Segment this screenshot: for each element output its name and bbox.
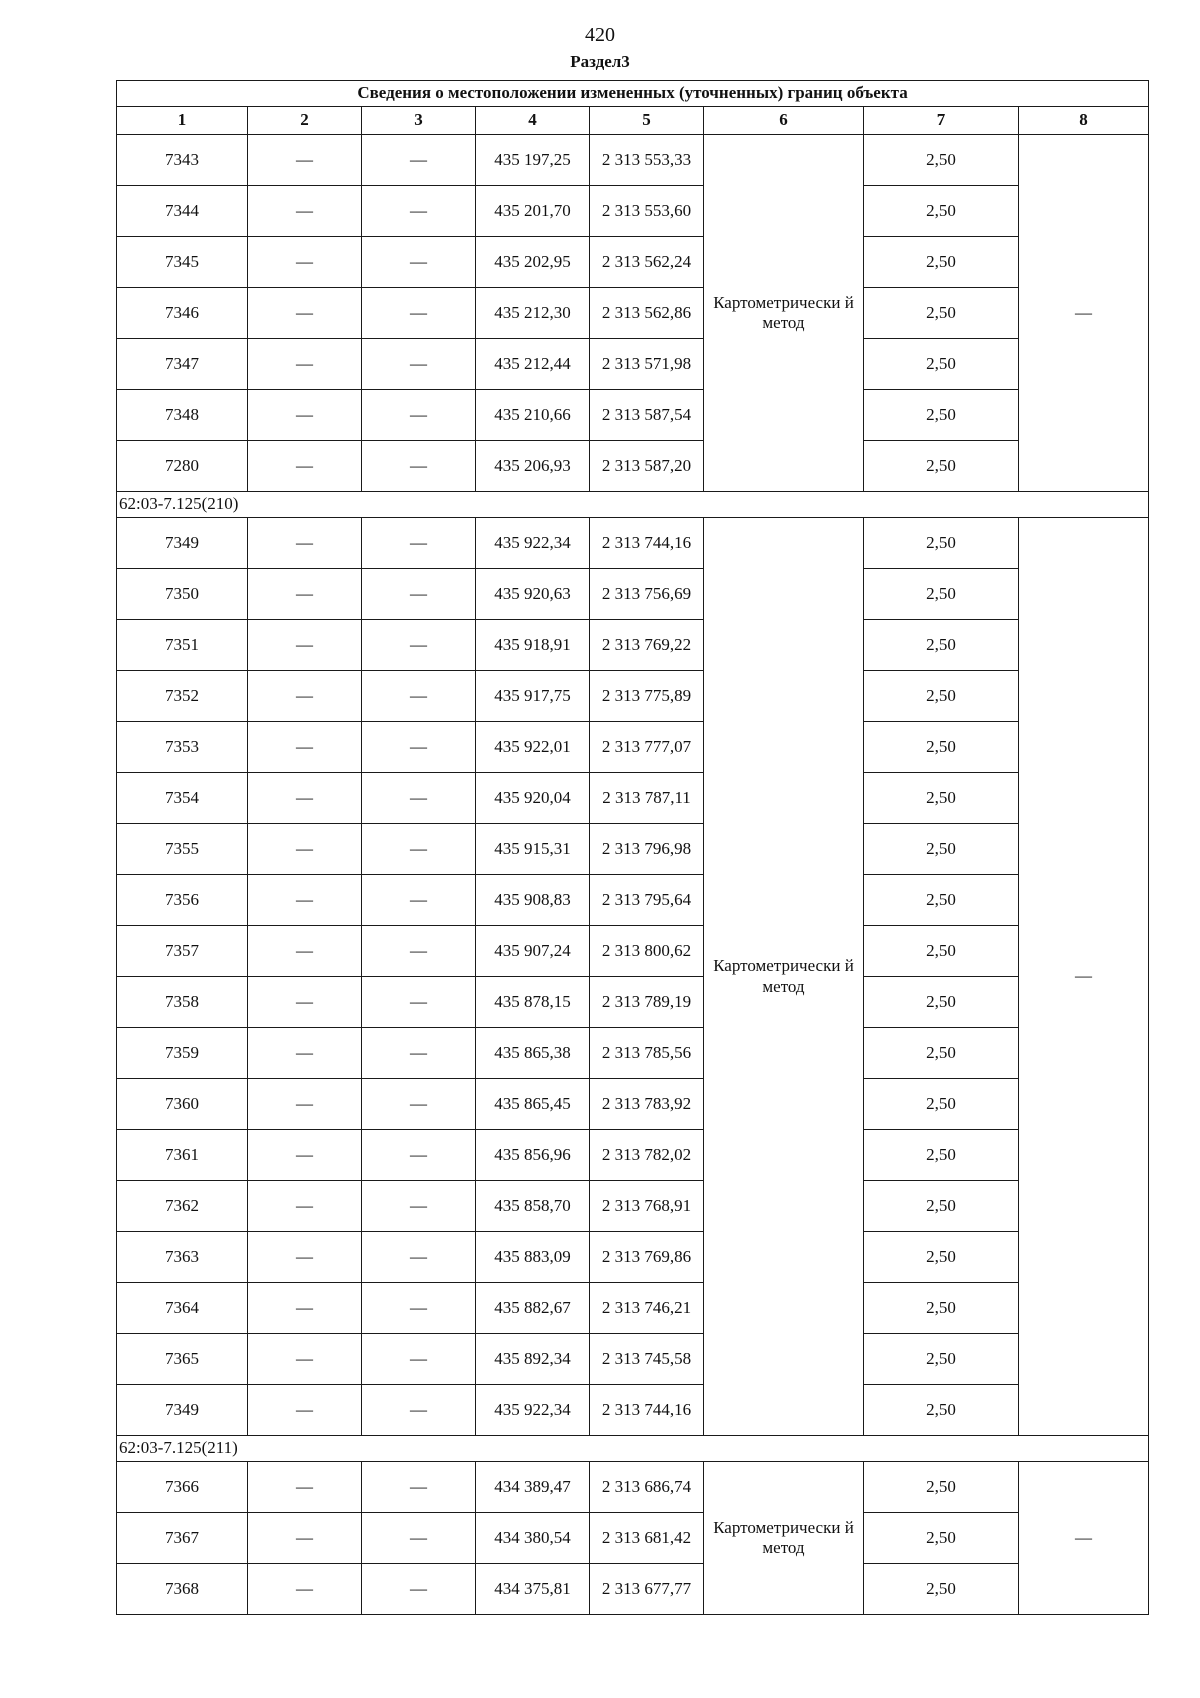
coordinate-y: 2 313 782,02 bbox=[590, 1130, 704, 1181]
column-3-value: — bbox=[362, 1028, 476, 1079]
column-3-value: — bbox=[362, 824, 476, 875]
coordinate-y: 2 313 553,60 bbox=[590, 186, 704, 237]
column-3-value: — bbox=[362, 773, 476, 824]
accuracy-value: 2,50 bbox=[864, 1283, 1019, 1334]
method-cell: Картометрически й метод bbox=[704, 1462, 864, 1615]
column-header: 1 bbox=[117, 107, 248, 135]
coordinate-x: 435 915,31 bbox=[476, 824, 590, 875]
point-number: 7354 bbox=[117, 773, 248, 824]
table-row bbox=[117, 824, 1149, 875]
table-row bbox=[117, 1181, 1149, 1232]
point-number: 7348 bbox=[117, 390, 248, 441]
coordinate-x: 435 197,25 bbox=[476, 135, 590, 186]
column-3-value: — bbox=[362, 926, 476, 977]
table-row bbox=[117, 1079, 1149, 1130]
coordinate-x: 435 918,91 bbox=[476, 620, 590, 671]
coordinate-x: 435 210,66 bbox=[476, 390, 590, 441]
point-number: 7346 bbox=[117, 288, 248, 339]
table-row bbox=[117, 390, 1149, 441]
method-cell: Картометрически й метод bbox=[704, 135, 864, 492]
point-number: 7351 bbox=[117, 620, 248, 671]
coordinate-x: 434 389,47 bbox=[476, 1462, 590, 1513]
column-3-value: — bbox=[362, 977, 476, 1028]
accuracy-value: 2,50 bbox=[864, 722, 1019, 773]
column-2-value: — bbox=[248, 722, 362, 773]
table-row bbox=[117, 1462, 1149, 1513]
coordinate-y: 2 313 783,92 bbox=[590, 1079, 704, 1130]
table-row bbox=[117, 186, 1149, 237]
coordinate-x: 435 922,34 bbox=[476, 1385, 590, 1436]
point-number: 7349 bbox=[117, 518, 248, 569]
coordinate-y: 2 313 587,54 bbox=[590, 390, 704, 441]
accuracy-value: 2,50 bbox=[864, 1564, 1019, 1615]
coordinate-y: 2 313 800,62 bbox=[590, 926, 704, 977]
table-row bbox=[117, 926, 1149, 977]
column-2-value: — bbox=[248, 1079, 362, 1130]
accuracy-value: 2,50 bbox=[864, 1385, 1019, 1436]
column-3-value: — bbox=[362, 135, 476, 186]
accuracy-value: 2,50 bbox=[864, 518, 1019, 569]
coordinate-x: 435 883,09 bbox=[476, 1232, 590, 1283]
coordinate-x: 435 892,34 bbox=[476, 1334, 590, 1385]
column-3-value: — bbox=[362, 1564, 476, 1615]
group-label-row bbox=[117, 492, 1149, 518]
point-number: 7364 bbox=[117, 1283, 248, 1334]
point-number: 7366 bbox=[117, 1462, 248, 1513]
accuracy-value: 2,50 bbox=[864, 926, 1019, 977]
point-number: 7362 bbox=[117, 1181, 248, 1232]
method-cell: Картометрически й метод bbox=[704, 518, 864, 1436]
point-number: 7343 bbox=[117, 135, 248, 186]
column-3-value: — bbox=[362, 1283, 476, 1334]
table-row bbox=[117, 1564, 1149, 1615]
column-2-value: — bbox=[248, 135, 362, 186]
point-number: 7352 bbox=[117, 671, 248, 722]
table-row bbox=[117, 671, 1149, 722]
table-row bbox=[117, 441, 1149, 492]
column-3-value: — bbox=[362, 518, 476, 569]
column-header: 7 bbox=[864, 107, 1019, 135]
column-2-value: — bbox=[248, 671, 362, 722]
column-8-value: — bbox=[1019, 1462, 1149, 1615]
table-row bbox=[117, 620, 1149, 671]
column-2-value: — bbox=[248, 773, 362, 824]
column-3-value: — bbox=[362, 1334, 476, 1385]
accuracy-value: 2,50 bbox=[864, 977, 1019, 1028]
accuracy-value: 2,50 bbox=[864, 773, 1019, 824]
column-header: 5 bbox=[590, 107, 704, 135]
column-2-value: — bbox=[248, 390, 362, 441]
table-row bbox=[117, 977, 1149, 1028]
coordinate-x: 435 865,38 bbox=[476, 1028, 590, 1079]
coordinate-x: 435 920,04 bbox=[476, 773, 590, 824]
point-number: 7345 bbox=[117, 237, 248, 288]
accuracy-value: 2,50 bbox=[864, 824, 1019, 875]
page-number: 420 bbox=[585, 24, 615, 46]
group-label: 62:03-7.125(211) bbox=[117, 1436, 1149, 1462]
table-caption-row bbox=[117, 81, 1149, 107]
accuracy-value: 2,50 bbox=[864, 135, 1019, 186]
point-number: 7368 bbox=[117, 1564, 248, 1615]
table-row bbox=[117, 773, 1149, 824]
column-2-value: — bbox=[248, 620, 362, 671]
column-2-value: — bbox=[248, 237, 362, 288]
column-3-value: — bbox=[362, 186, 476, 237]
column-3-value: — bbox=[362, 441, 476, 492]
coordinate-x: 435 922,34 bbox=[476, 518, 590, 569]
point-number: 7360 bbox=[117, 1079, 248, 1130]
table-row bbox=[117, 1513, 1149, 1564]
column-2-value: — bbox=[248, 977, 362, 1028]
coordinate-y: 2 313 587,20 bbox=[590, 441, 704, 492]
point-number: 7347 bbox=[117, 339, 248, 390]
column-2-value: — bbox=[248, 1334, 362, 1385]
column-2-value: — bbox=[248, 1385, 362, 1436]
column-2-value: — bbox=[248, 1462, 362, 1513]
coordinate-y: 2 313 756,69 bbox=[590, 569, 704, 620]
table-row bbox=[117, 135, 1149, 186]
column-3-value: — bbox=[362, 620, 476, 671]
column-2-value: — bbox=[248, 824, 362, 875]
column-3-value: — bbox=[362, 569, 476, 620]
accuracy-value: 2,50 bbox=[864, 237, 1019, 288]
coordinates-table bbox=[116, 80, 1149, 1615]
table-caption: Сведения о местоположении измененных (уточненных) границ объекта bbox=[117, 81, 1149, 107]
coordinate-y: 2 313 777,07 bbox=[590, 722, 704, 773]
coordinate-x: 435 202,95 bbox=[476, 237, 590, 288]
table-row bbox=[117, 1334, 1149, 1385]
column-2-value: — bbox=[248, 518, 362, 569]
column-8-value: — bbox=[1019, 135, 1149, 492]
table-row bbox=[117, 569, 1149, 620]
accuracy-value: 2,50 bbox=[864, 1079, 1019, 1130]
column-3-value: — bbox=[362, 1232, 476, 1283]
column-3-value: — bbox=[362, 1130, 476, 1181]
column-3-value: — bbox=[362, 722, 476, 773]
coordinate-x: 435 908,83 bbox=[476, 875, 590, 926]
column-3-value: — bbox=[362, 671, 476, 722]
coordinate-y: 2 313 769,86 bbox=[590, 1232, 704, 1283]
column-3-value: — bbox=[362, 1181, 476, 1232]
coordinate-y: 2 313 795,64 bbox=[590, 875, 704, 926]
column-3-value: — bbox=[362, 875, 476, 926]
coordinate-x: 435 206,93 bbox=[476, 441, 590, 492]
accuracy-value: 2,50 bbox=[864, 339, 1019, 390]
point-number: 7280 bbox=[117, 441, 248, 492]
point-number: 7361 bbox=[117, 1130, 248, 1181]
coordinate-y: 2 313 744,16 bbox=[590, 1385, 704, 1436]
table-row bbox=[117, 1232, 1149, 1283]
coordinate-x: 435 922,01 bbox=[476, 722, 590, 773]
coordinate-x: 435 856,96 bbox=[476, 1130, 590, 1181]
coordinate-y: 2 313 681,42 bbox=[590, 1513, 704, 1564]
coordinate-y: 2 313 796,98 bbox=[590, 824, 704, 875]
column-2-value: — bbox=[248, 1181, 362, 1232]
accuracy-value: 2,50 bbox=[864, 875, 1019, 926]
coordinate-y: 2 313 562,86 bbox=[590, 288, 704, 339]
coordinate-y: 2 313 571,98 bbox=[590, 339, 704, 390]
column-2-value: — bbox=[248, 569, 362, 620]
coordinate-x: 435 212,44 bbox=[476, 339, 590, 390]
point-number: 7349 bbox=[117, 1385, 248, 1436]
point-number: 7357 bbox=[117, 926, 248, 977]
coordinate-y: 2 313 677,77 bbox=[590, 1564, 704, 1615]
column-2-value: — bbox=[248, 1028, 362, 1079]
column-header: 8 bbox=[1019, 107, 1149, 135]
point-number: 7344 bbox=[117, 186, 248, 237]
accuracy-value: 2,50 bbox=[864, 186, 1019, 237]
column-3-value: — bbox=[362, 1079, 476, 1130]
point-number: 7363 bbox=[117, 1232, 248, 1283]
coordinate-y: 2 313 775,89 bbox=[590, 671, 704, 722]
coordinate-x: 434 375,81 bbox=[476, 1564, 590, 1615]
point-number: 7356 bbox=[117, 875, 248, 926]
table-row bbox=[117, 1385, 1149, 1436]
accuracy-value: 2,50 bbox=[864, 1028, 1019, 1079]
column-3-value: — bbox=[362, 390, 476, 441]
coordinate-y: 2 313 553,33 bbox=[590, 135, 704, 186]
table-body bbox=[117, 81, 1149, 1615]
column-2-value: — bbox=[248, 1283, 362, 1334]
point-number: 7350 bbox=[117, 569, 248, 620]
accuracy-value: 2,50 bbox=[864, 390, 1019, 441]
point-number: 7358 bbox=[117, 977, 248, 1028]
coordinate-x: 435 878,15 bbox=[476, 977, 590, 1028]
coordinate-y: 2 313 785,56 bbox=[590, 1028, 704, 1079]
accuracy-value: 2,50 bbox=[864, 1462, 1019, 1513]
coordinate-x: 435 882,67 bbox=[476, 1283, 590, 1334]
column-2-value: — bbox=[248, 441, 362, 492]
coordinate-x: 435 920,63 bbox=[476, 569, 590, 620]
coordinate-y: 2 313 789,19 bbox=[590, 977, 704, 1028]
point-number: 7353 bbox=[117, 722, 248, 773]
coordinate-y: 2 313 744,16 bbox=[590, 518, 704, 569]
group-label-row bbox=[117, 1436, 1149, 1462]
coordinate-y: 2 313 686,74 bbox=[590, 1462, 704, 1513]
accuracy-value: 2,50 bbox=[864, 1181, 1019, 1232]
coordinate-y: 2 313 768,91 bbox=[590, 1181, 704, 1232]
accuracy-value: 2,50 bbox=[864, 1130, 1019, 1181]
column-header: 3 bbox=[362, 107, 476, 135]
group-label: 62:03-7.125(210) bbox=[117, 492, 1149, 518]
coordinate-x: 434 380,54 bbox=[476, 1513, 590, 1564]
coordinate-y: 2 313 745,58 bbox=[590, 1334, 704, 1385]
column-3-value: — bbox=[362, 339, 476, 390]
column-2-value: — bbox=[248, 926, 362, 977]
accuracy-value: 2,50 bbox=[864, 620, 1019, 671]
table-row bbox=[117, 1283, 1149, 1334]
column-2-value: — bbox=[248, 875, 362, 926]
coordinate-y: 2 313 769,22 bbox=[590, 620, 704, 671]
table-row bbox=[117, 288, 1149, 339]
coordinate-y: 2 313 562,24 bbox=[590, 237, 704, 288]
table-row bbox=[117, 237, 1149, 288]
column-8-value: — bbox=[1019, 518, 1149, 1436]
accuracy-value: 2,50 bbox=[864, 1232, 1019, 1283]
column-3-value: — bbox=[362, 1385, 476, 1436]
table-row bbox=[117, 722, 1149, 773]
point-number: 7365 bbox=[117, 1334, 248, 1385]
table-row bbox=[117, 1130, 1149, 1181]
coordinate-x: 435 212,30 bbox=[476, 288, 590, 339]
column-header: 4 bbox=[476, 107, 590, 135]
coordinate-x: 435 917,75 bbox=[476, 671, 590, 722]
column-3-value: — bbox=[362, 288, 476, 339]
accuracy-value: 2,50 bbox=[864, 569, 1019, 620]
table-row bbox=[117, 518, 1149, 569]
table-row bbox=[117, 339, 1149, 390]
accuracy-value: 2,50 bbox=[864, 671, 1019, 722]
column-header-row bbox=[117, 107, 1149, 135]
accuracy-value: 2,50 bbox=[864, 288, 1019, 339]
coordinate-x: 435 201,70 bbox=[476, 186, 590, 237]
coordinate-x: 435 865,45 bbox=[476, 1079, 590, 1130]
coordinate-y: 2 313 746,21 bbox=[590, 1283, 704, 1334]
table-row bbox=[117, 875, 1149, 926]
coordinate-x: 435 858,70 bbox=[476, 1181, 590, 1232]
column-2-value: — bbox=[248, 1564, 362, 1615]
section-title: Раздел3 bbox=[570, 52, 630, 71]
column-3-value: — bbox=[362, 1513, 476, 1564]
accuracy-value: 2,50 bbox=[864, 1334, 1019, 1385]
coordinate-y: 2 313 787,11 bbox=[590, 773, 704, 824]
accuracy-value: 2,50 bbox=[864, 441, 1019, 492]
point-number: 7359 bbox=[117, 1028, 248, 1079]
column-header: 6 bbox=[704, 107, 864, 135]
column-2-value: — bbox=[248, 1513, 362, 1564]
point-number: 7355 bbox=[117, 824, 248, 875]
column-2-value: — bbox=[248, 1232, 362, 1283]
point-number: 7367 bbox=[117, 1513, 248, 1564]
column-2-value: — bbox=[248, 339, 362, 390]
table-row bbox=[117, 1028, 1149, 1079]
column-2-value: — bbox=[248, 1130, 362, 1181]
coordinate-x: 435 907,24 bbox=[476, 926, 590, 977]
accuracy-value: 2,50 bbox=[864, 1513, 1019, 1564]
column-3-value: — bbox=[362, 237, 476, 288]
column-header: 2 bbox=[248, 107, 362, 135]
column-2-value: — bbox=[248, 186, 362, 237]
column-2-value: — bbox=[248, 288, 362, 339]
column-3-value: — bbox=[362, 1462, 476, 1513]
